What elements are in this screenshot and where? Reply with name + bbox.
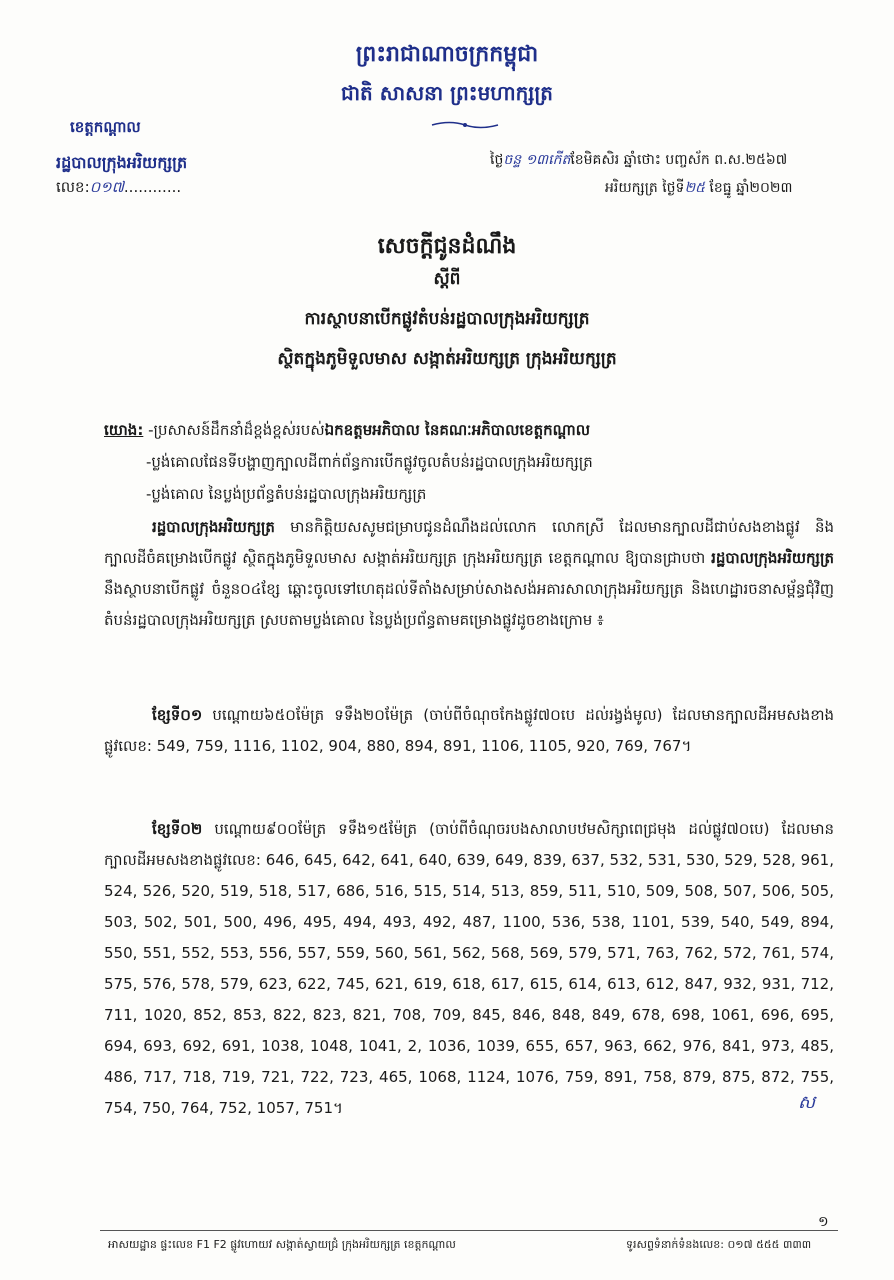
solar-rest: ខែធ្នូ ឆ្នាំ២០២៣ xyxy=(709,180,793,196)
subject-line-2: ស្ថិតក្នុងភូមិទួលមាស សង្កាត់អរិយក្សត្រ ក្រុងអរិយក្សត្រ xyxy=(277,349,617,369)
lunar-prefix: ថ្ងៃ xyxy=(490,152,504,168)
reference-item-1 xyxy=(104,414,824,446)
road-line-1 xyxy=(104,700,834,762)
administration-name: រដ្ឋបាលក្រុងអរិយក្សត្រ xyxy=(56,153,188,172)
reference-item-2: -ប្លង់គោលផែនទីបង្ហាញក្បាលដីពាក់ព័ន្ធការបើកផ្លូវចូលតំបន់រដ្ឋបាលក្រុងអរិយក្សត្រ xyxy=(146,453,593,471)
lunar-rest: ខែមិគសិរ ឆ្នាំថោះ បញ្ចស័ក ព.ស.២៥៦៧ xyxy=(570,152,788,168)
page-number: ១ xyxy=(818,1214,829,1230)
reference-number xyxy=(56,178,181,200)
body-paragraph-intro xyxy=(104,512,834,636)
references-label: យោង: xyxy=(104,421,144,439)
intro-text-1: មានកិត្តិយសសូមជម្រាបជូនដំណឹងដល់លោក លោកស្រី ដែលមានក្បាលដីជាប់សងខាងផ្លូវ និងក្បាលដីចំគម្រោងបើកផ្លូវ ស្ថិតក្នុងភូមិទួលមាស សង្កាត់អរិយក្សត្រ ក្រុងអរិយក្សត្រ ខេត្តកណ្តាល ឱ្យបានជ្រាបថា xyxy=(104,518,834,567)
road-line-2-label: ខ្សែទី០២ xyxy=(152,820,203,838)
road-line-2-text: បណ្តោយ៩០០ម៉ែត្រ ទទឹង១៥ម៉ែត្រ (ចាប់ពីចំណុចរបងសាលាបឋមសិក្សាពេជ្រមុង ដល់ផ្លូវ៧០បេ) ដែលមានក្បាលដីអមសងខាងផ្លូវលេខ: 646, 645, 642, 641, 640, 639, 649, 839, 637, 532, 531, 530, 529, 528, 961, 524, 526, 520, 519, 518, 517, 686, 516, 515, 514, 513, 859, 511, 510, 509, 508, 507, 506, 505, 503, 502, 501, 500, 496, 495, 494, 493, 492, 487, 1100, 536, 538, 1101, 539, 540, 549, 894, 550, 551, 552, 553, 556, 557, 559, 560, 561, 562, 568, 569, 579, 571, 763, 762, 572, 761, 574, 575, 576, 578, 579, 623, 622, 745, 621, 619, 618, 617, 615, 614, 613, 612, 847, 932, 931, 712, 711, 1020, 852, 853, 822, 823, 821, 708, 709, 845, 846, 848, 849, 678, 698, 1061, 696, 695, 694, 693, 692, 691, 1038, 1048, 1041, 2, 1036, 1039, 655, 657, 963, 662, 976, 841, 973, 485, 486, 717, 718, 719, 721, 722, 723, 465, 1068, 1124, 1076, 759, 891, 758, 879, 875, 872, 755, 754, 750, 764, 752, 1057, 751។ xyxy=(104,820,834,1117)
road-line-1-label: ខ្សែទី០១ xyxy=(152,706,203,724)
reference-1-bold: ឯកឧត្តមអភិបាល នៃគណៈអភិបាលខេត្តកណ្តាល xyxy=(324,421,591,439)
references-block xyxy=(104,414,824,510)
handwritten-initials: ស xyxy=(798,1092,816,1113)
footer-phone: ទូរសព្ទទំនាក់ទំនងលេខ: ០១៧ ៥៥៥ ៣៣៣ xyxy=(626,1238,812,1251)
intro-text-2: នឹងស្ថាបនាបើកផ្លូវ ចំនួន០៤ខ្សែ ឆ្ពោះចូលទៅហេតុដល់ទីតាំងសម្រាប់សាងសង់អគារសាលាក្រុងអរិយក្សត្រ និងហេដ្ឋារចនាសម្ព័ន្ធជុំវិញតំបន់រដ្ឋបាលក្រុងអរិយក្សត្រ ស្របតាមប្លង់គោល នៃប្លង់ប្រព័ន្ធតាមគម្រោងផ្លូវដូចខាងក្រោម ៖ xyxy=(104,580,834,629)
footer-divider xyxy=(100,1230,838,1231)
kingdom-header: ព្រះរាជាណាចក្រកម្ពុជា xyxy=(355,42,539,67)
footer-address: អាសយដ្ឋាន ផ្ទះលេខ F1 F2 ផ្លូវហោយវ សង្កាត់ស្វាយជ្រំ ក្រុងអរិយក្សត្រ ខេត្តកណ្តាល xyxy=(108,1238,456,1251)
road-line-2 xyxy=(104,814,834,1124)
intro-bold-start: រដ្ឋបាលក្រុងអរិយក្សត្រ xyxy=(152,518,275,536)
reference-item-3: -ប្លង់គោល នៃប្លង់ប្រព័ន្ធតំបន់រដ្ឋបាលក្រុងអរិយក្សត្រ xyxy=(146,485,427,503)
solar-day-handwritten: ២៥ xyxy=(684,180,705,196)
solar-prefix: អរិយក្សត្រ ថ្ងៃទី xyxy=(605,180,685,196)
lunar-date xyxy=(490,150,787,171)
national-motto: ជាតិ សាសនា ព្រះមហាក្សត្រ xyxy=(341,81,553,105)
subject-word: ស្តីពី xyxy=(433,269,461,289)
lunar-handwritten: ចន្ទ ១៣កើត xyxy=(503,152,571,168)
solar-date xyxy=(605,178,793,199)
ref-label: លេខ: xyxy=(56,178,90,196)
ref-dots: ............ xyxy=(123,178,182,196)
reference-1-text: -ប្រសាសន៍ដឹកនាំដ៏ខ្ពង់ខ្ពស់របស់ xyxy=(148,421,325,439)
divider-ornament xyxy=(430,120,500,130)
ref-number: ០១៧ xyxy=(89,178,124,196)
province-name: ខេត្តកណ្តាល xyxy=(70,118,141,136)
subject-line-1: ការស្ថាបនាបើកផ្លូវតំបន់រដ្ឋបាលក្រុងអរិយក្សត្រ xyxy=(304,309,590,329)
road-line-1-text: បណ្តោយ៦៥០ម៉ែត្រ ទទឹង២០ម៉ែត្រ (ចាប់ពីចំណុចកែងផ្លូវ៧០បេ ដល់រង្វង់មូល) ដែលមានក្បាលដីអមសងខាងផ្លូវលេខ: 549, 759, 1116, 1102, 904, 880, 894, 891, 1106, 1105, 920, 769, 767។ xyxy=(104,706,834,755)
document-type-title: សេចក្តីជូនដំណឹង xyxy=(377,234,517,259)
intro-bold-mid: រដ្ឋបាលក្រុងអរិយក្សត្រ xyxy=(711,549,834,567)
